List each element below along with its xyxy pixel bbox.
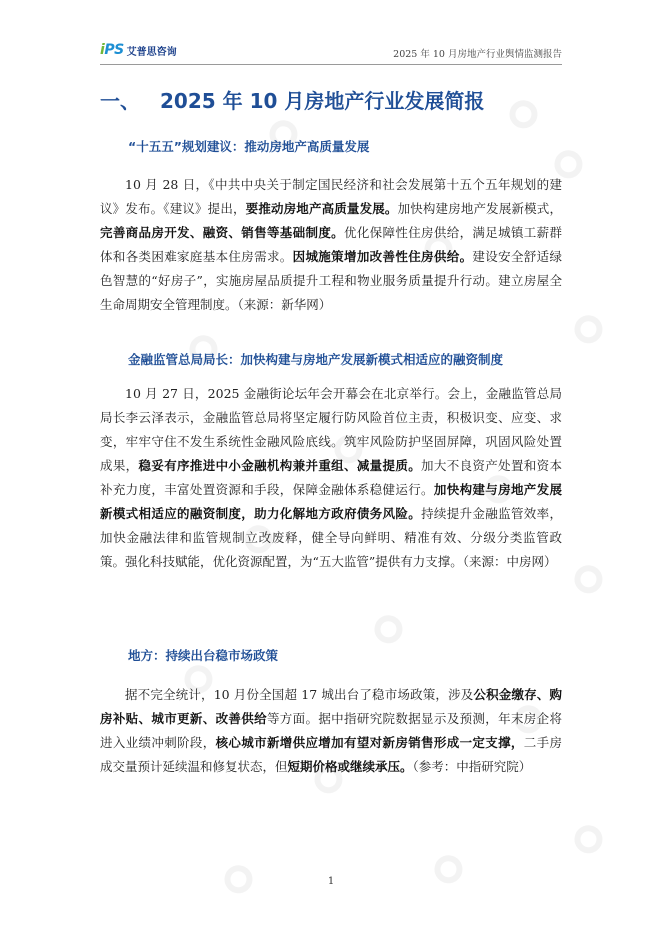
text-run: 持续提升金融监管效率，加快金融法律和监管规制立改废释，健全导向鲜明、精准有效、分级分类监管政策。强化科技赋能，优化资源配置，为“五大监管”提供有力支撑。（来源：中房网） bbox=[100, 506, 562, 569]
logo-text: 艾普思咨询 bbox=[126, 46, 177, 58]
watermark-mark bbox=[555, 545, 624, 611]
emphasis-run: 稳妥有序推进中小金融机构兼并重组、减量提质。 bbox=[138, 458, 422, 473]
text-run: （参考：中指研究院） bbox=[412, 759, 532, 774]
emphasis-run: 要推动房地产高质量发展。 bbox=[245, 201, 398, 216]
section-title-text: 2025 年 10 月房地产行业发展简报 bbox=[160, 89, 485, 113]
page-number: 1 bbox=[327, 876, 335, 887]
page-header bbox=[100, 40, 562, 65]
item-paragraph bbox=[100, 173, 562, 317]
emphasis-run: 完善商品房开发、融资、销售等基础制度。 bbox=[100, 225, 344, 240]
watermark-ring bbox=[369, 610, 408, 649]
logo-mark bbox=[100, 42, 124, 58]
watermark-mark bbox=[490, 80, 559, 146]
text-run: 加快构建房地产发展新模式， bbox=[397, 201, 562, 216]
text-run: 建设安全舒适绿色智慧的“好房子”，实施房屋品质提升工程和物业服务质量提升行动。建立房屋全生命周期安全管理制度。（来源：新华网） bbox=[100, 249, 562, 312]
emphasis-run: 加快构建与房地产发展新模式相适应的融资制度，助力化解地方政府债务风险。 bbox=[100, 482, 562, 521]
text-run: 10 月 28 日，《中共中央关于制定国民经济和社会发展第十五个五年规划的建议》发布。《建议》提出， bbox=[100, 177, 562, 216]
text-run: 等方面。据中指研究院数据显示及预测，年末房企将进入业绩冲刺阶段， bbox=[100, 711, 562, 750]
section-number: 一、 bbox=[100, 89, 140, 113]
emphasis-run: 短期价格或继续承压。 bbox=[287, 759, 413, 774]
watermark-ring bbox=[569, 820, 608, 859]
emphasis-run: 因城施策增加改善性住房供给。 bbox=[292, 249, 473, 264]
watermark-ring bbox=[569, 310, 608, 349]
item-heading: 地方：持续出台稳市场政策 bbox=[128, 648, 279, 663]
watermark-ring bbox=[504, 95, 543, 134]
item-paragraph bbox=[100, 683, 562, 779]
watermark-mark bbox=[415, 835, 484, 901]
watermark-ring bbox=[569, 560, 608, 599]
text-run: 据不完全统计，10 月份全国超 17 城出台了稳市场政策，涉及 bbox=[125, 687, 474, 702]
watermark-mark bbox=[355, 595, 424, 661]
text-run: 优化保障性住房供给，满足城镇工薪群体和各类困难家庭基本住房需求。 bbox=[100, 225, 562, 264]
emphasis-run: 公积金缴存、购房补贴、城市更新、改善供给 bbox=[100, 687, 562, 726]
text-run: 二手房成交量预计延续温和修复状态，但 bbox=[100, 735, 562, 774]
company-logo bbox=[100, 42, 177, 58]
text-run: 加大不良资产处置和资本补充力度，丰富处置资源和手段，保障金融体系稳健运行。 bbox=[100, 458, 562, 497]
item-paragraph bbox=[100, 382, 562, 574]
watermark-mark bbox=[170, 315, 239, 381]
emphasis-run: 核心城市新增供应增加有望对新房销售形成一定支撑， bbox=[215, 735, 524, 750]
text-run: 10 月 27 日，2025 金融街论坛年会开幕会在北京举行。会上，金融监管总局局长李云泽表示，金融监管总局将坚定履行防风险首位主责，积极识变、应变、求变，牢牢守住不发生系统性金融风险底线。筑牢风险防护坚固屏障，巩固风险处置成果， bbox=[100, 386, 562, 473]
logo-mark-ps: PS bbox=[104, 42, 124, 58]
item-heading: 金融监管总局局长：加快构建与房地产发展新模式相适应的融资制度 bbox=[128, 352, 504, 367]
item-heading: “十五五”规划建议：推动房地产高质量发展 bbox=[128, 139, 370, 154]
report-title: 2025 年 10 月房地产行业舆情监测报告 bbox=[393, 49, 562, 60]
logo-mark-i: i bbox=[100, 42, 105, 58]
watermark-mark bbox=[555, 805, 624, 871]
watermark-mark bbox=[555, 295, 624, 361]
section-title bbox=[100, 85, 484, 114]
